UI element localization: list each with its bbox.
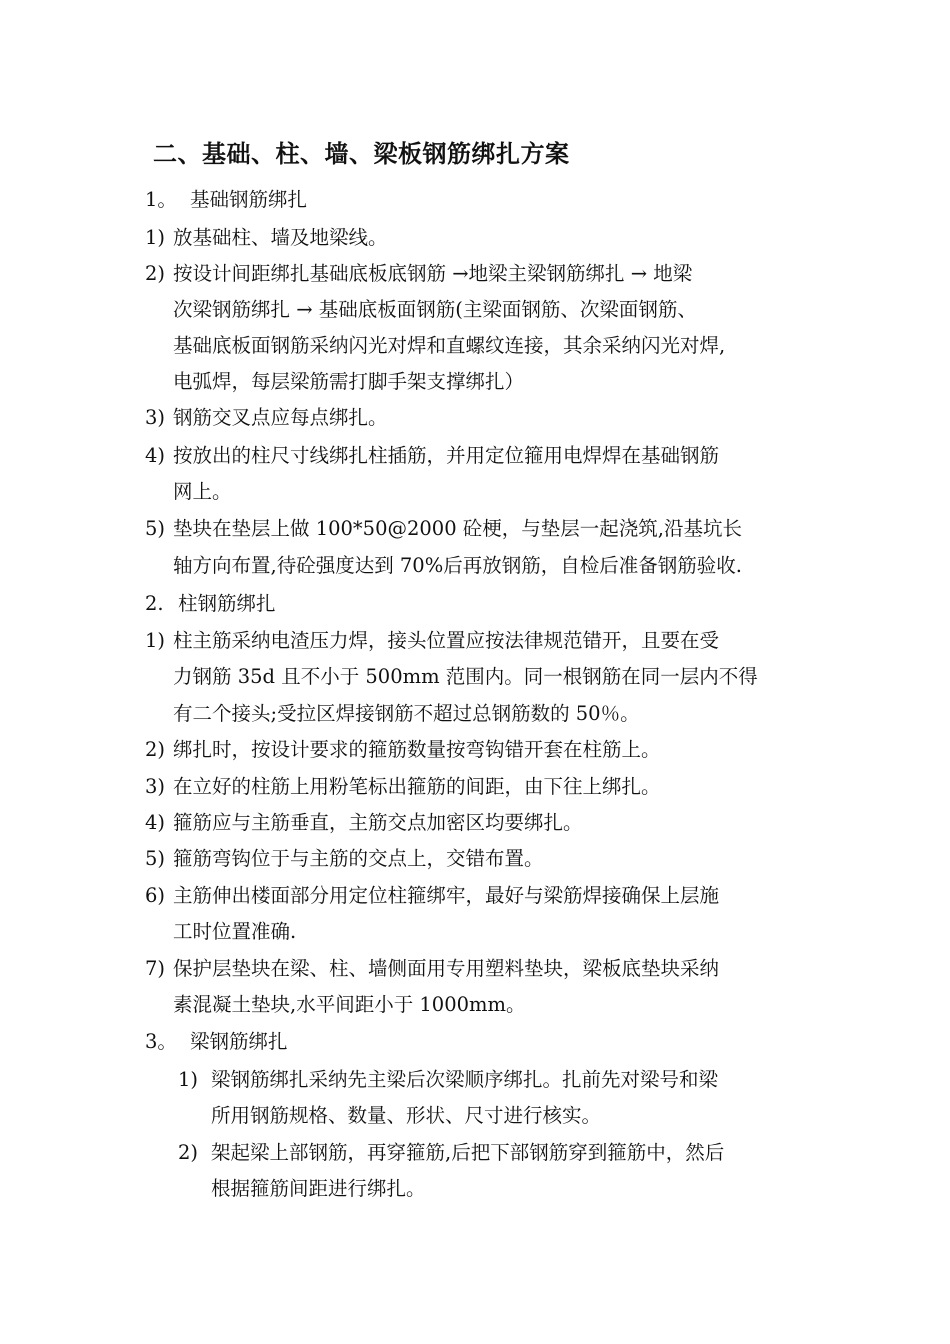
item-number: 4) <box>145 444 166 467</box>
item-number: 2) <box>178 1141 199 1164</box>
section-heading: 基础钢筋绑扎 <box>190 188 308 211</box>
item-line: 按放出的柱尺寸线绑扎柱插筋，并用定位箍用电焊焊在基础钢筋 <box>173 444 720 467</box>
item-line: 保护层垫块在梁、柱、墙侧面用专用塑料垫块，梁板底垫块采纳 <box>173 957 720 980</box>
item-line: 基础底板面钢筋采纳闪光对焊和直螺纹连接，其余采纳闪光对焊, <box>173 334 726 357</box>
item-line: 主筋伸出楼面部分用定位柱箍绑牢，最好与梁筋焊接确保上层施 <box>173 884 720 907</box>
section-number: 1。 <box>145 188 177 211</box>
item-line: 电弧焊，每层梁筋需打脚手架支撑绑扎） <box>173 370 525 393</box>
item-line: 有二个接头;受拉区焊接钢筋不超过总钢筋数的 50％。 <box>173 702 640 725</box>
item-number: 3) <box>145 775 166 798</box>
item-line: 根据箍筋间距进行绑扎。 <box>211 1177 426 1200</box>
document-title: 二、基础、柱、墙、梁板钢筋绑扎方案 <box>153 140 570 168</box>
item-line: 架起梁上部钢筋，再穿箍筋,后把下部钢筋穿到箍筋中，然后 <box>211 1141 725 1164</box>
item-line: 箍筋弯钩位于与主筋的交点上，交错布置。 <box>173 847 544 870</box>
item-line: 工时位置准确. <box>173 920 297 943</box>
item-number: 5) <box>145 847 166 870</box>
item-number: 1) <box>145 629 166 652</box>
item-line: 轴方向布置,待砼强度达到 70%后再放钢筋，自检后准备钢筋验收. <box>173 554 742 577</box>
item-number: 4) <box>145 811 166 834</box>
item-line: 放基础柱、墙及地梁线。 <box>173 226 388 249</box>
item-number: 2) <box>145 738 166 761</box>
item-line: 在立好的柱筋上用粉笔标出箍筋的间距，由下往上绑扎。 <box>173 775 661 798</box>
item-number: 2) <box>145 262 166 285</box>
item-line: 垫块在垫层上做 100*50@2000 砼梗，与垫层一起浇筑,沿基坑长 <box>173 517 743 540</box>
section-heading: 柱钢筋绑扎 <box>178 592 276 615</box>
section-heading: 梁钢筋绑扎 <box>190 1030 288 1053</box>
section-number: 3。 <box>145 1030 177 1053</box>
item-line: 所用钢筋规格、数量、形状、尺寸进行核实。 <box>211 1104 602 1127</box>
item-number: 5) <box>145 517 166 540</box>
item-line: 网上。 <box>173 480 232 503</box>
item-line: 梁钢筋绑扎采纳先主梁后次梁顺序绑扎。扎前先对梁号和梁 <box>211 1068 719 1091</box>
item-line: 绑扎时，按设计要求的箍筋数量按弯钩错开套在柱筋上。 <box>173 738 661 761</box>
item-line: 柱主筋采纳电渣压力焊，接头位置应按法律规范错开，且要在受 <box>173 629 720 652</box>
item-number: 7) <box>145 957 166 980</box>
section-number: 2. <box>145 592 164 615</box>
item-line: 按设计间距绑扎基础底板底钢筋 →地梁主梁钢筋绑扎 → 地梁 <box>173 262 693 285</box>
item-line: 箍筋应与主筋垂直，主筋交点加密区均要绑扎。 <box>173 811 583 834</box>
item-line: 素混凝土垫块,水平间距小于 1000mm。 <box>173 993 526 1016</box>
item-line: 钢筋交叉点应每点绑扎。 <box>173 406 388 429</box>
item-line: 力钢筋 35d 且不小于 500mm 范围内。同一根钢筋在同一层内不得 <box>173 665 758 688</box>
item-number: 1) <box>178 1068 199 1091</box>
item-number: 6) <box>145 884 166 907</box>
item-number: 3) <box>145 406 166 429</box>
item-number: 1) <box>145 226 166 249</box>
item-line: 次梁钢筋绑扎 → 基础底板面钢筋(主梁面钢筋、次梁面钢筋、 <box>173 298 697 321</box>
